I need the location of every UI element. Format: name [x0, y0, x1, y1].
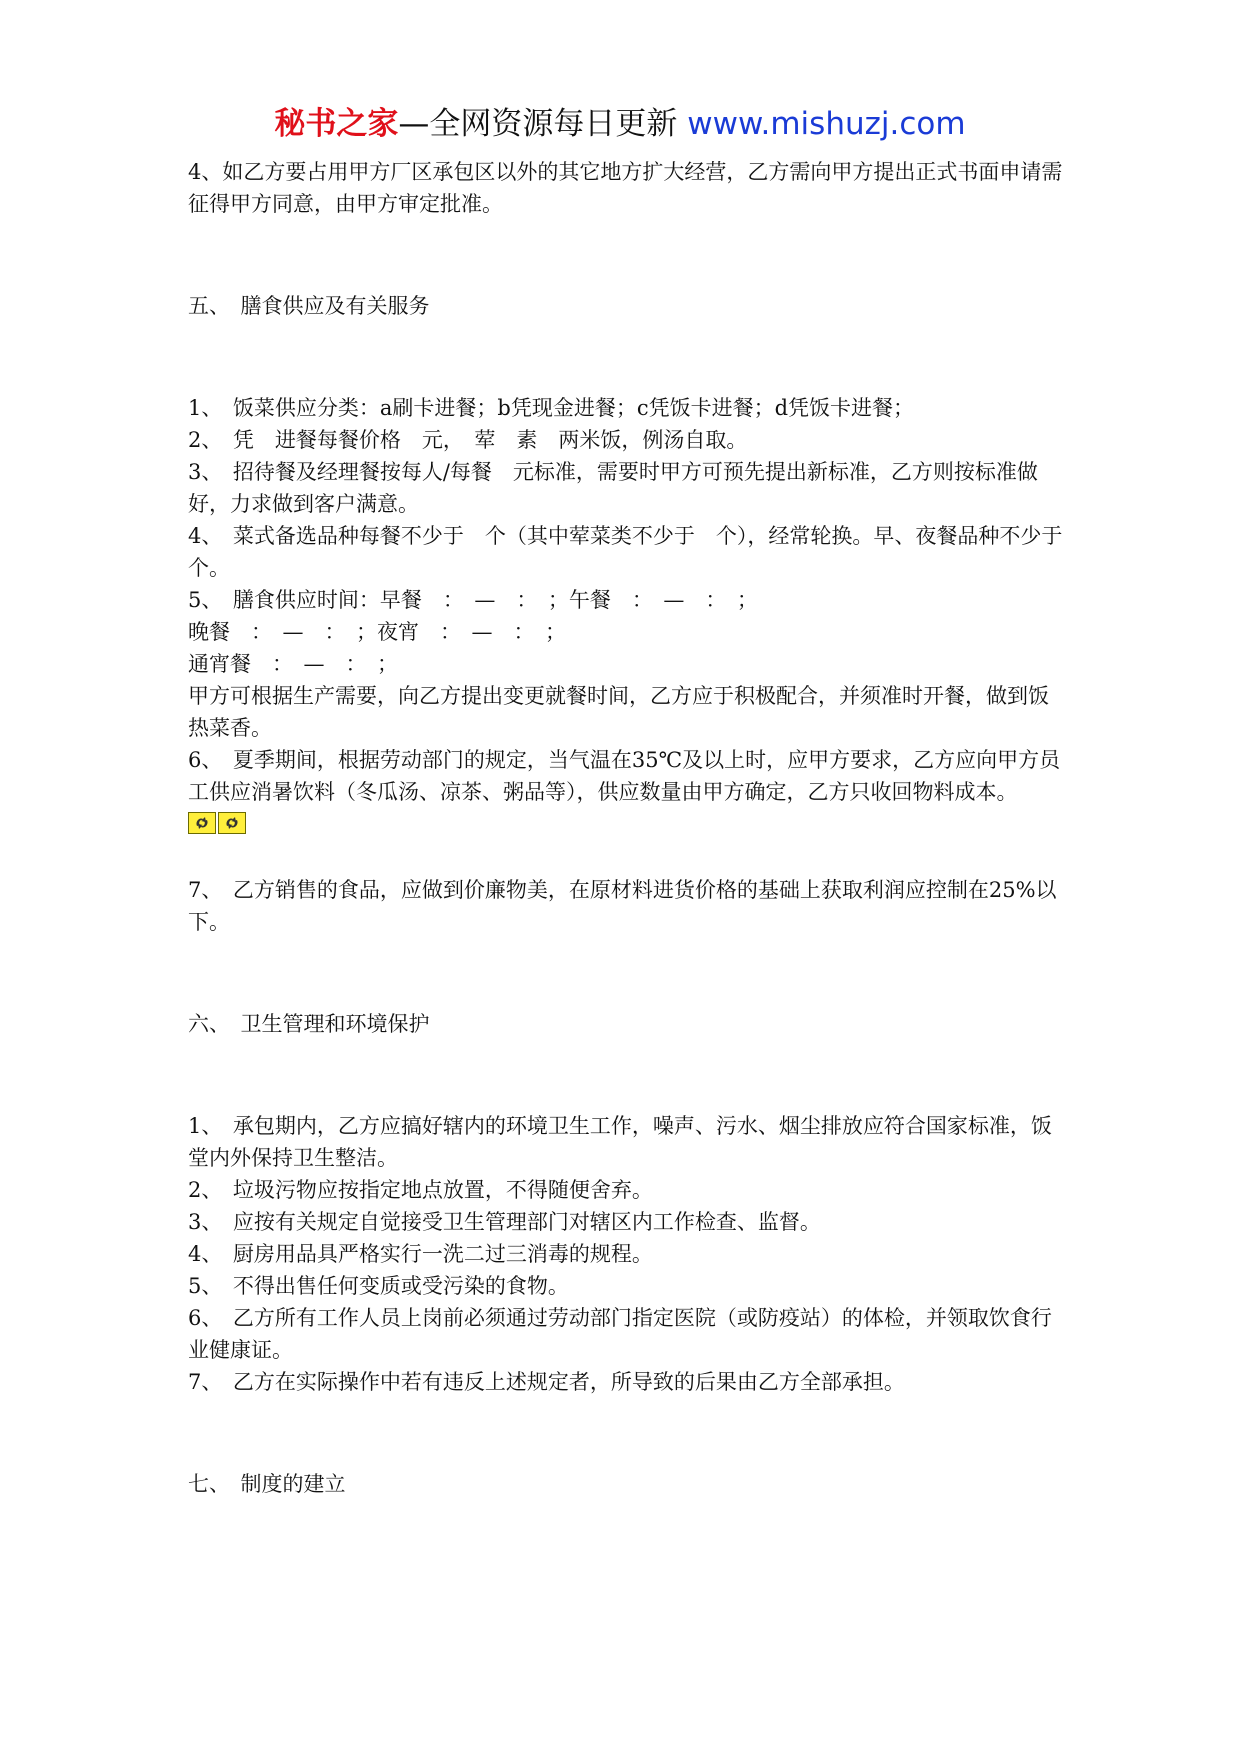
- section6-item: 7、 乙方在实际操作中若有违反上述规定者，所导致的后果由乙方全部承担。: [188, 1370, 905, 1394]
- section5-heading: 五、 膳食供应及有关服务: [188, 294, 430, 318]
- section6-item: 1、 承包期内，乙方应搞好辖内的环境卫生工作，噪声、污水、烟尘排放应符合国家标准，饭堂内外保持卫生整洁。: [188, 1114, 1052, 1170]
- document-body: [188, 156, 1084, 1500]
- section5-item: 5、 膳食供应时间：早餐 ： — ： ；午餐 ： — ： ；: [188, 588, 758, 612]
- section5-item7: 7、 乙方销售的食品，应做到价廉物美，在原材料进货价格的基础上获取利润应控制在25%以下。: [188, 878, 1057, 934]
- section6-item: 5、 不得出售任何变质或受污染的食物。: [188, 1274, 569, 1298]
- section7-heading: 七、 制度的建立: [188, 1472, 346, 1496]
- section6-item: 4、 厨房用品具严格实行一洗二过三消毒的规程。: [188, 1242, 653, 1266]
- header-banner: [0, 104, 1240, 144]
- embedded-object-icon[interactable]: [188, 812, 216, 834]
- section5-item: 晚餐 ： — ： ；夜宵 ： — ： ；: [188, 620, 566, 644]
- section6-item: 2、 垃圾污物应按指定地点放置，不得随便舍弃。: [188, 1178, 653, 1202]
- banner-url-link[interactable]: www.mishuzj.com: [687, 106, 966, 142]
- section6-item: 3、 应按有关规定自觉接受卫生管理部门对辖区内工作检查、监督。: [188, 1210, 821, 1234]
- section5-item: 6、 夏季期间，根据劳动部门的规定，当气温在35℃及以上时，应甲方要求，乙方应向甲方员工供应消暑饮料（冬瓜汤、凉茶、粥品等），供应数量由甲方确定，乙方只收回物料成本。: [188, 748, 1061, 804]
- banner-tagline: —全网资源每日更新: [398, 106, 688, 142]
- section5-item: 通宵餐 ： — ： ；: [188, 652, 398, 676]
- section4-item4: 4、如乙方要占用甲方厂区承包区以外的其它地方扩大经营，乙方需向甲方提出正式书面申请需征得甲方同意，由甲方审定批准。: [188, 160, 1063, 216]
- section6-heading: 六、 卫生管理和环境保护: [188, 1012, 430, 1036]
- embedded-objects: [188, 812, 1068, 836]
- section5-item: 甲方可根据生产需要，向乙方提出变更就餐时间，乙方应于积极配合，并须准时开餐，做到饭热菜香。: [188, 684, 1049, 740]
- section5-item: 3、 招待餐及经理餐按每人/每餐 元标准，需要时甲方可预先提出新标准，乙方则按标准做好，力求做到客户满意。: [188, 460, 1038, 516]
- section5-item: 2、 凭 进餐每餐价格 元， 荤 素 两米饭，例汤自取。: [188, 428, 748, 452]
- section5-item: 4、 菜式备选品种每餐不少于 个（其中荤菜类不少于 个），经常轮换。早、夜餐品种不少于 个。: [188, 524, 1084, 580]
- embedded-object-icon[interactable]: [218, 812, 246, 834]
- section5-item: 1、 饭菜供应分类：a刷卡进餐；b凭现金进餐；c凭饭卡进餐；d凭饭卡进餐；: [188, 396, 915, 420]
- section6-item: 6、 乙方所有工作人员上岗前必须通过劳动部门指定医院（或防疫站）的体检，并领取饮食行业健康证。: [188, 1306, 1052, 1362]
- banner-brand: 秘书之家: [274, 106, 399, 142]
